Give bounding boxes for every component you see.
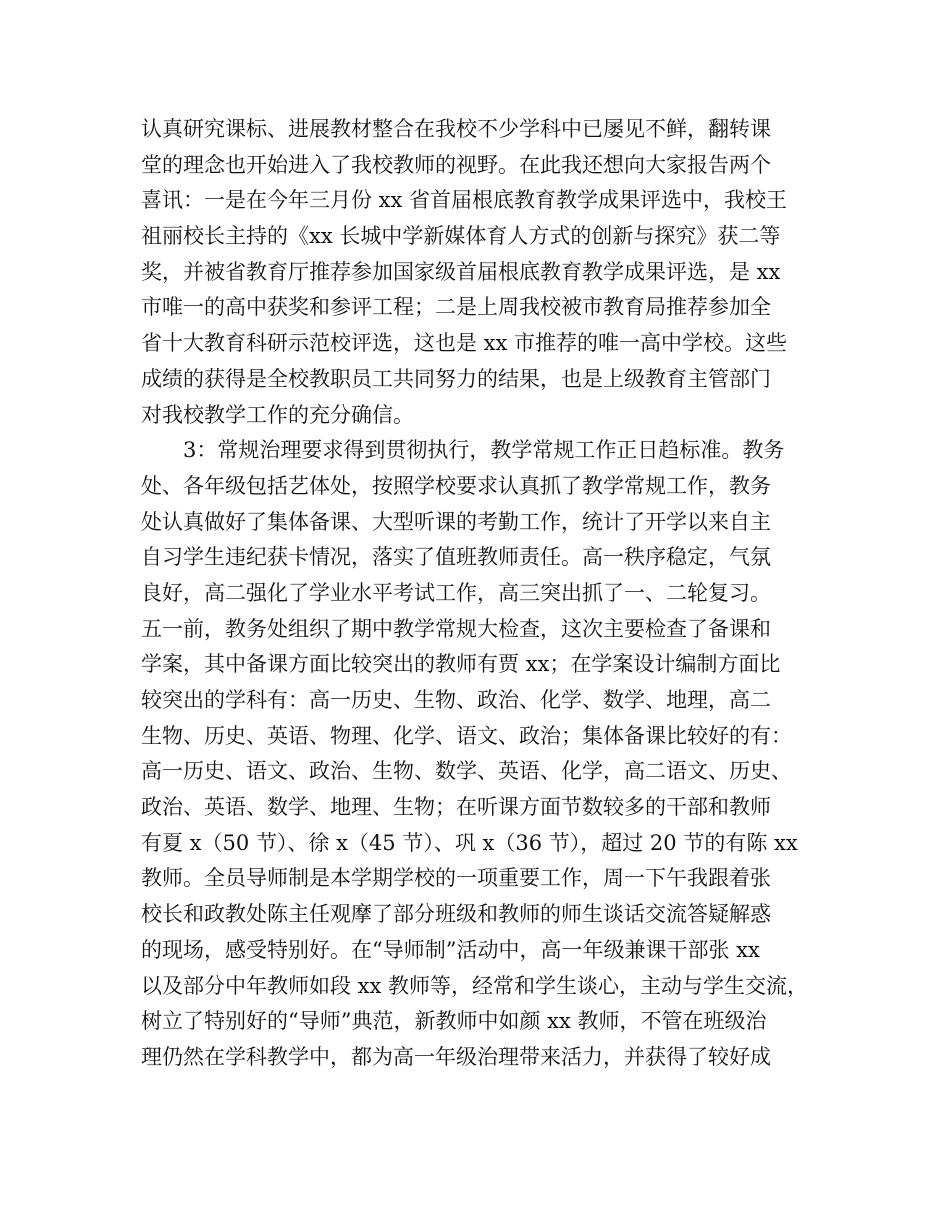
paragraph-2-line: 较突出的学科有：高一历史、生物、政治、化学、数学、地理，高二 bbox=[141, 688, 771, 712]
paragraph-1-line: 奖，并被省教育厅推荐参加国家级首届根底教育教学成果评选，是 xx bbox=[141, 259, 781, 284]
paragraph-2-line: 以及部分中年教师如段 xx 教师等，经常和学生谈心，主动与学生交流， bbox=[141, 973, 809, 998]
paragraph-2-line: 良好，高二强化了学业水平考试工作，高三突出抓了一、二轮复习。 bbox=[141, 580, 771, 605]
paragraph-2-line: 五一前，教务处组织了期中教学常规大检查，这次主要检查了备课和 bbox=[141, 616, 771, 641]
paragraph-1-line: 市唯一的高中获奖和参评工程；二是上周我校被市教育局推荐参加全 bbox=[141, 295, 771, 320]
paragraph-1-line: 对我校教学工作的充分确信。 bbox=[141, 402, 414, 427]
paragraph-2-line: 自习学生违纪获卡情况，落实了值班教师责任。高一秩序稳定，气氛 bbox=[141, 545, 771, 570]
paragraph-2-line: 的现场，感受特别好。在“导师制”活动中，高一年级兼课干部张 xx bbox=[141, 937, 760, 962]
paragraph-1-line: 省十大教育科研示范校评选，这也是 xx 市推荐的唯一高中学校。这些 bbox=[141, 331, 788, 356]
paragraph-2-line: 处认真做好了集体备课、大型听课的考勤工作，统计了开学以来自主 bbox=[141, 509, 771, 534]
paragraph-2-line: 理仍然在学科教学中，都为高一年级治理带来活力，并获得了较好成 bbox=[141, 1044, 771, 1069]
paragraph-2-line: 树立了特别好的“导师”典范，新教师中如颜 xx 教师，不管在班级治 bbox=[141, 1009, 767, 1034]
paragraph-2-line: 有夏 x（50 节）、徐 x（45 节）、巩 x（36 节），超过 20 节的有陈 xx bbox=[141, 830, 798, 855]
paragraph-1-line: 堂的理念也开始进入了我校教师的视野。在此我还想向大家报告两个 bbox=[141, 152, 771, 177]
paragraph-2-line: 生物、历史、英语、物理、化学、语文、政治；集体备课比较好的有： bbox=[141, 723, 792, 748]
paragraph-2-line: 教师。全员导师制是本学期学校的一项重要工作，周一下午我跟着张 bbox=[141, 866, 771, 891]
paragraph-2-first-line: 3：常规治理要求得到贯彻执行，教学常规工作正日趋标准。教务 bbox=[183, 438, 785, 463]
paragraph-2-line: 学案，其中备课方面比较突出的教师有贾 xx；在学案设计编制方面比 bbox=[141, 652, 781, 677]
paragraph-1-line: 成绩的获得是全校教职员工共同努力的结果，也是上级教育主管部门 bbox=[141, 366, 771, 391]
paragraph-2-line: 处、各年级包括艺体处，按照学校要求认真抓了教学常规工作，教务 bbox=[141, 473, 771, 498]
paragraph-2-line: 校长和政教处陈主任观摩了部分班级和教师的师生谈话交流答疑解惑 bbox=[141, 902, 771, 927]
paragraph-1-line: 喜讯：一是在今年三月份 xx 省首届根底教育教学成果评选中，我校王 bbox=[141, 188, 788, 213]
paragraph-1-line: 祖丽校长主持的《xx 长城中学新媒体育人方式的创新与探究》获二等 bbox=[141, 224, 781, 249]
paragraph-2-line: 高一历史、语文、政治、生物、数学、英语、化学，高二语文、历史、 bbox=[141, 759, 792, 784]
document-body bbox=[141, 112, 831, 1076]
paragraph-2-line: 政治、英语、数学、地理、生物；在听课方面节数较多的干部和教师 bbox=[141, 795, 771, 820]
paragraph-1-line: 认真研究课标、进展教材整合在我校不少学科中已屡见不鲜，翻转课 bbox=[141, 117, 771, 141]
